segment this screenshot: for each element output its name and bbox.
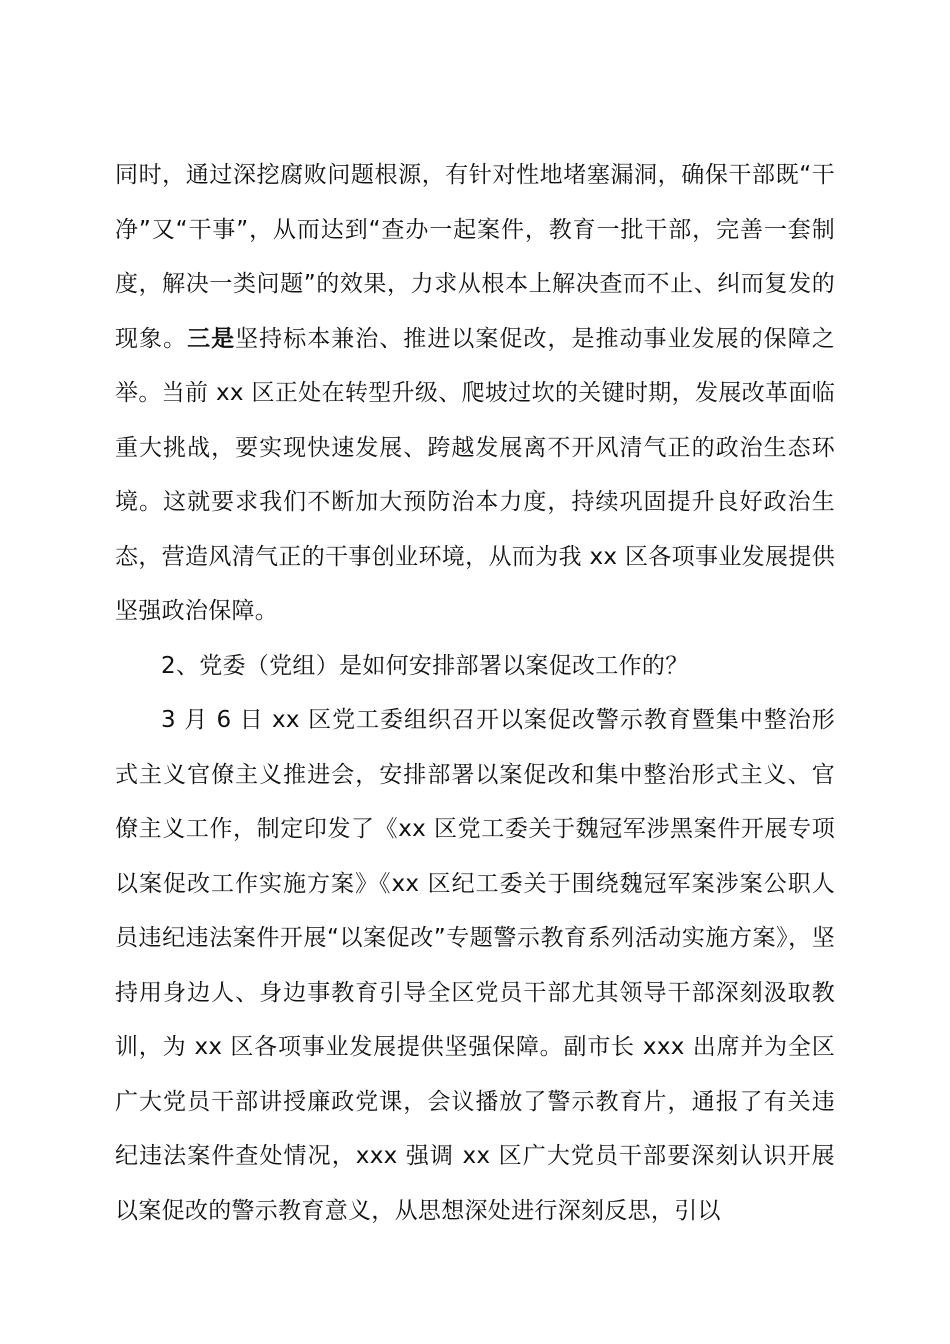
paragraph-continuation xyxy=(115,148,835,639)
paragraph-text: 坚持标本兼治、推进以案促改，是推动事业发展的保障之举。当前 xx 区正处在转型升级、爬坡过坎的关键时期，发展改革面临重大挑战，要实现快速发展、跨越发展离不开风清气正的政治生态环境。这就要求我们不断加大预防治本力度，持续巩固提升良好政治生态，营造风清气正的干事创业环境，从而为我 xx 区各项事业发展提供坚强政治保障。 xyxy=(115,325,836,624)
document-body xyxy=(115,148,835,1238)
paragraph-text: 同时，通过深挖腐败问题根源，有针对性地堵塞漏洞，确保干部既“干净”又“干事”，从而达到“查办一起案件，教育一批干部，完善一套制度，解决一类问题”的效果，力求从根本上解决查而不止、纠而复发的现象。 xyxy=(115,162,835,352)
paragraph: 3 月 6 日 xx 区党工委组织召开以案促改警示教育暨集中整治形式主义官僚主义推进会，安排部署以案促改和集中整治形式主义、官僚主义工作，制定印发了《xx 区党工委关于魏冠军涉黑案件开展专项以案促改工作实施方案》《xx 区纪工委关于围绕魏冠军案涉案公职人员违纪违法案件开展“以案促改”专题警示教育系列活动实施方案》，坚持用身边人、身边事教育引导全区党员干部尤其领导干部深刻汲取教训，为 xx 区各项事业发展提供坚强保障。副市长 xxx 出席并为全区广大党员干部讲授廉政党课，会议播放了警示教育片，通报了有关违纪违法案件查处情况，xxx 强调 xx 区广大党员干部要深刻认识开展以案促改的警示教育意义，从思想深处进行深刻反思，引以 xyxy=(115,707,835,1224)
section-heading: 2、党委（党组）是如何安排部署以案促改工作的？ xyxy=(161,652,689,679)
emphasis-text: 三是 xyxy=(187,325,236,352)
